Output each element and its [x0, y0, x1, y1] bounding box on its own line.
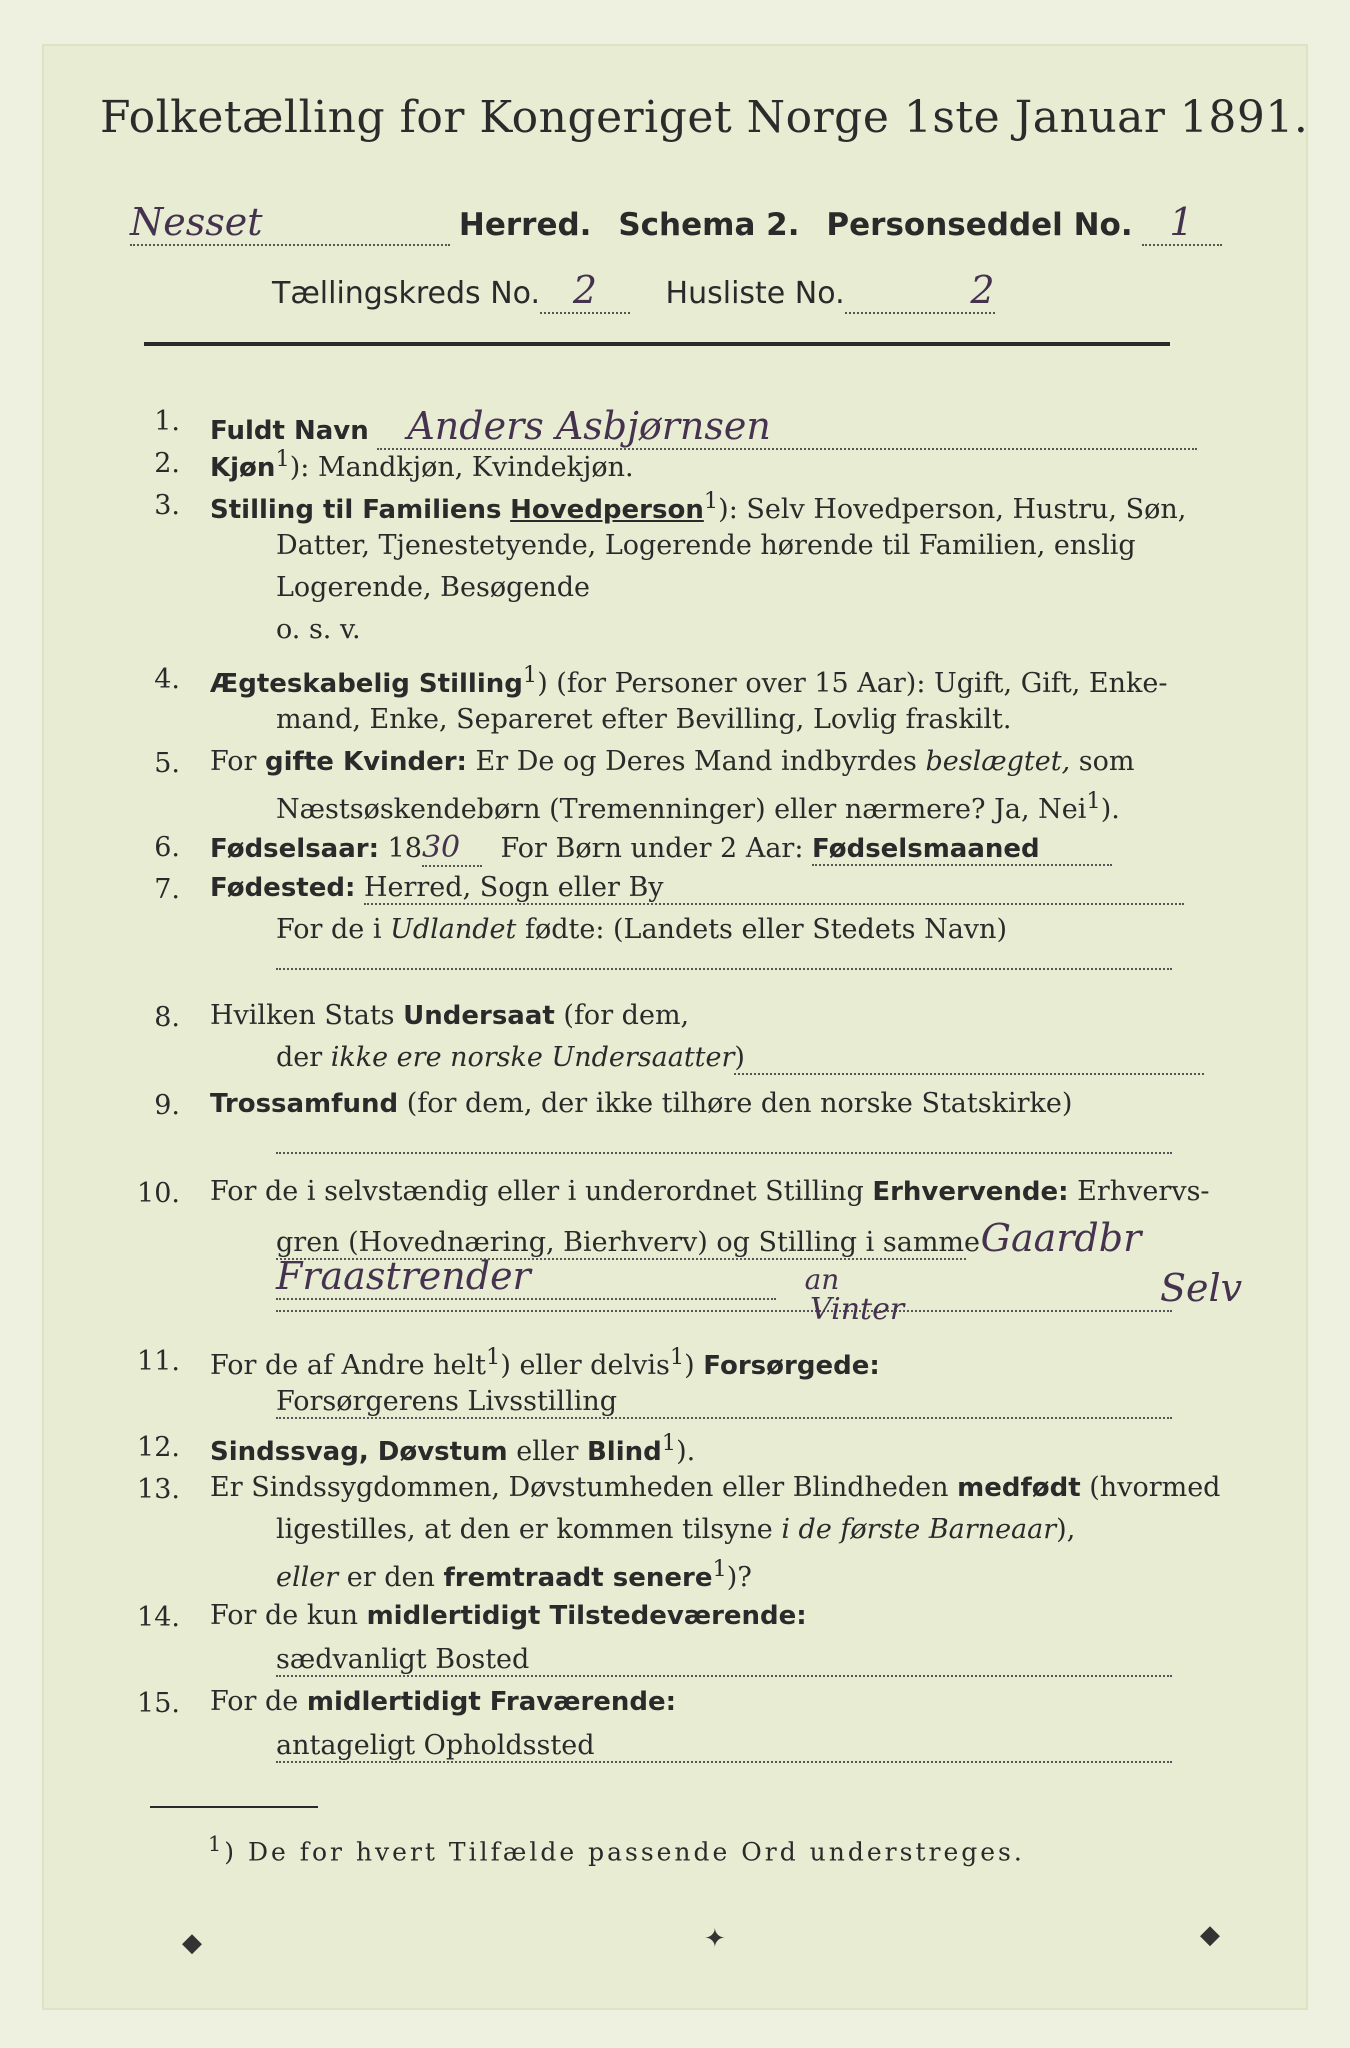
item-14	[210, 1600, 807, 1631]
kreds-value: 2	[540, 268, 630, 314]
item-10-number: 10.	[137, 1178, 180, 1209]
item-12-label: Sindssvag, Døvstum	[210, 1437, 508, 1467]
header-line-1	[130, 200, 1222, 246]
item-2-text: ): Mandkjøn, Kvindekjøn.	[289, 452, 634, 483]
item-11-label: Forsørgede:	[703, 1351, 880, 1381]
item-7-cont-italic: Udlandet	[390, 914, 517, 945]
item-11-text-2: ) eller delvis	[500, 1350, 670, 1381]
item-10-cont-2	[276, 1254, 839, 1300]
schema-label: Schema 2.	[618, 207, 800, 243]
item-11-number: 11.	[137, 1346, 180, 1377]
item-8	[210, 1000, 689, 1031]
item-13-cont-2	[276, 1556, 752, 1593]
item-9-number: 9.	[154, 1090, 180, 1121]
item-6-label: Fødselsaar:	[210, 834, 379, 864]
item-12-text-2: ).	[676, 1436, 696, 1467]
item-11: For de af Andre helt$^1$) eller delvis$^1$) Forsørgede:	[210, 1344, 880, 1381]
item-4-cont-1: mand, Enke, Separeret efter Bevilling, Lovlig fraskilt.	[276, 704, 1012, 735]
item-11-cont-1	[276, 1386, 1172, 1419]
item-6	[210, 830, 1112, 867]
item-1-label: Fuldt Navn	[210, 416, 369, 446]
item-15-text: For de	[210, 1686, 299, 1717]
item-8-cont-italic: ikke ere norske Undersaatter	[330, 1042, 735, 1073]
item-6-year-prefix: 18	[387, 833, 422, 864]
item-5-text-italic: beslægtet,	[925, 746, 1071, 777]
husliste-label: Husliste No.	[665, 276, 845, 311]
item-10-hand-3: an	[804, 1263, 840, 1296]
item-5-text-2: som	[1078, 746, 1135, 777]
item-1-number: 1.	[154, 406, 180, 437]
item-13-text: Er Sindssygdommen, Døvstumheden eller Blindheden	[210, 1472, 949, 1503]
herred-value: Nesset	[130, 200, 450, 246]
item-7-label: Fødested:	[210, 873, 356, 903]
item-3-text: ): Selv Hovedperson, Hustru, Søn,	[718, 494, 1187, 525]
item-8-number: 8.	[154, 1002, 180, 1033]
item-5-label: gifte Kvinder:	[265, 747, 467, 777]
item-6-number: 6.	[154, 832, 180, 863]
item-5-text: Er De og Deres Mand indbyrdes	[475, 746, 917, 777]
item-8-cont-pre: der	[276, 1042, 323, 1073]
item-3-cont-2: Logerende, Besøgende	[276, 572, 590, 603]
item-5	[210, 746, 1135, 777]
item-7-cont-pre: For de i	[276, 914, 382, 945]
item-14-text: For de kun	[210, 1600, 358, 1631]
item-10-blank-line	[276, 1306, 1172, 1312]
item-5-cont-1: Næstsøskendebørn (Tremenninger) eller nærmere? Ja, Nei$^1$).	[276, 788, 1120, 825]
item-8-cont-1	[276, 1042, 1204, 1075]
item-7-cont-1	[276, 914, 1007, 945]
item-13-cont2-end: )?	[726, 1562, 752, 1593]
item-9-blank-line	[276, 1142, 1172, 1154]
item-10	[210, 1176, 1210, 1207]
item-10-cont-text: gren (Hovednæring, Bierhverv) og Stilling i samme	[276, 1227, 981, 1258]
item-3-label: Stilling til Familiens	[210, 495, 502, 525]
form-title: Folketælling for Kongeriget Norge 1ste Januar 1891.	[100, 92, 1309, 143]
footnote-rule	[150, 1806, 318, 1808]
item-1	[210, 404, 1197, 450]
item-10-hand-2: Fraastrender	[276, 1254, 776, 1300]
personseddel-label: Personseddel No.	[826, 207, 1133, 243]
item-6-year-value: 30	[422, 830, 482, 867]
item-2-footnote-mark: 1	[275, 446, 290, 472]
item-5-footnote-mark: 1	[1086, 788, 1101, 814]
item-8-blank: )	[734, 1042, 1204, 1075]
footnote-text: ) De for hvert Tilfælde passende Ord understreges.	[224, 1837, 1025, 1867]
item-2	[210, 446, 634, 483]
item-14-cont-1	[276, 1644, 1172, 1677]
item-3	[210, 488, 1186, 525]
item-13-cont-1	[276, 1514, 1075, 1545]
registration-mark-left-icon: ◆	[182, 1928, 202, 1958]
item-7-number: 7.	[154, 874, 180, 905]
item-13-footnote-mark: 1	[712, 1556, 727, 1582]
item-13-text-2: (hvormed	[1089, 1472, 1221, 1503]
item-13-cont-pre: ligestilles, at den er kommen tilsyne	[276, 1514, 773, 1545]
item-5-number: 5.	[154, 748, 180, 779]
item-11-footnote-mark-2: 1	[669, 1344, 685, 1370]
item-10-hand-5: Vinter	[810, 1292, 905, 1327]
item-9-label: Trossamfund	[210, 1089, 399, 1119]
item-9	[210, 1088, 1072, 1119]
item-14-label: midlertidigt Tilstedeværende:	[366, 1601, 807, 1631]
item-4	[210, 662, 1167, 699]
item-9-text: (for dem, der ikke tilhøre den norske Statskirke)	[406, 1088, 1073, 1119]
item-13-cont2-text: er den	[346, 1562, 435, 1593]
item-10-text: For de i selvstændig eller i underordnet Stilling	[210, 1176, 864, 1207]
item-12-label-2: Blind	[586, 1437, 662, 1467]
herred-label: Herred.	[458, 207, 592, 243]
item-2-label: Kjøn	[210, 453, 276, 483]
footnote	[208, 1832, 1025, 1866]
item-7-blank-line	[276, 958, 1172, 970]
item-14-cont-text: sædvanligt Bosted	[276, 1644, 1172, 1677]
personseddel-value: 1	[1142, 200, 1222, 246]
item-2-number: 2.	[154, 448, 180, 479]
item-12	[210, 1430, 695, 1467]
item-14-number: 14.	[137, 1602, 180, 1633]
item-1-value: Anders Asbjørnsen	[377, 404, 1197, 450]
item-4-footnote-mark: 1	[522, 662, 538, 688]
item-8-text: (for dem,	[563, 1000, 690, 1031]
item-10-hand-1: Gaardbr	[980, 1216, 1142, 1260]
footnote-mark: 1	[208, 1832, 225, 1856]
item-3-cont-1: Datter, Tjenestetyende, Logerende hørende til Familien, enslig	[276, 530, 1136, 561]
item-13-label: medfødt	[957, 1473, 1081, 1503]
item-6-label-2: Fødselsmaaned	[812, 834, 1112, 866]
item-7-cont-post: fødte: (Landets eller Stedets Navn)	[524, 914, 1007, 945]
item-10-label: Erhvervende:	[872, 1177, 1069, 1207]
item-15	[210, 1686, 676, 1717]
item-3-footnote-mark: 1	[703, 488, 719, 514]
item-3-cont-3: o. s. v.	[276, 614, 361, 645]
item-13-cont2-italic: eller	[276, 1562, 339, 1593]
item-8-label: Undersaat	[403, 1001, 555, 1031]
item-10-hand-4: Selv	[1160, 1266, 1243, 1310]
item-11-cont-text: Forsørgerens Livsstilling	[276, 1386, 1172, 1419]
item-6-text: For Børn under 2 Aar:	[500, 833, 804, 864]
item-11-text: For de af Andre helt	[210, 1350, 487, 1381]
item-12-number: 12.	[137, 1432, 180, 1463]
item-13-cont2-bold: fremtraadt senere	[443, 1563, 713, 1593]
item-7	[210, 872, 1184, 905]
item-15-cont-1	[276, 1730, 1172, 1763]
item-4-number: 4.	[154, 664, 180, 695]
header-rule	[144, 342, 1170, 346]
header-line-2	[272, 268, 995, 314]
item-15-label: midlertidigt Fraværende:	[306, 1687, 677, 1717]
item-4-text: ) (for Personer over 15 Aar): Ugift, Gift, Enke-	[537, 668, 1168, 699]
item-4-label: Ægteskabelig Stilling	[210, 669, 523, 699]
husliste-value: 2	[845, 268, 995, 314]
registration-mark-right-icon: ◆	[1200, 1920, 1220, 1950]
item-13	[210, 1472, 1220, 1503]
item-11-footnote-mark-1: 1	[486, 1344, 501, 1370]
item-3-label-2: Hovedperson	[510, 495, 704, 525]
item-5-pre: For	[210, 746, 257, 777]
item-5-cont-text: Næstsøskendebørn (Tremenninger) eller nærmere? Ja, Nei	[276, 794, 1087, 825]
kreds-label: Tællingskreds No.	[272, 276, 540, 311]
item-13-cont-post: ),	[1056, 1514, 1076, 1545]
item-10-text-2: Erhvervs-	[1077, 1176, 1210, 1207]
item-15-number: 15.	[137, 1688, 180, 1719]
item-3-number: 3.	[154, 490, 180, 521]
item-15-cont-text: antageligt Opholdssted	[276, 1730, 1172, 1763]
registration-mark-center-icon: ✦	[704, 1924, 726, 1954]
item-13-number: 13.	[137, 1474, 180, 1505]
item-8-pre: Hvilken Stats	[210, 1000, 395, 1031]
item-13-cont-italic: i de første Barneaar	[781, 1514, 1057, 1545]
item-12-text: eller	[516, 1436, 579, 1467]
item-12-footnote-mark: 1	[661, 1430, 677, 1456]
item-7-text: Herred, Sogn eller By	[364, 872, 1184, 905]
